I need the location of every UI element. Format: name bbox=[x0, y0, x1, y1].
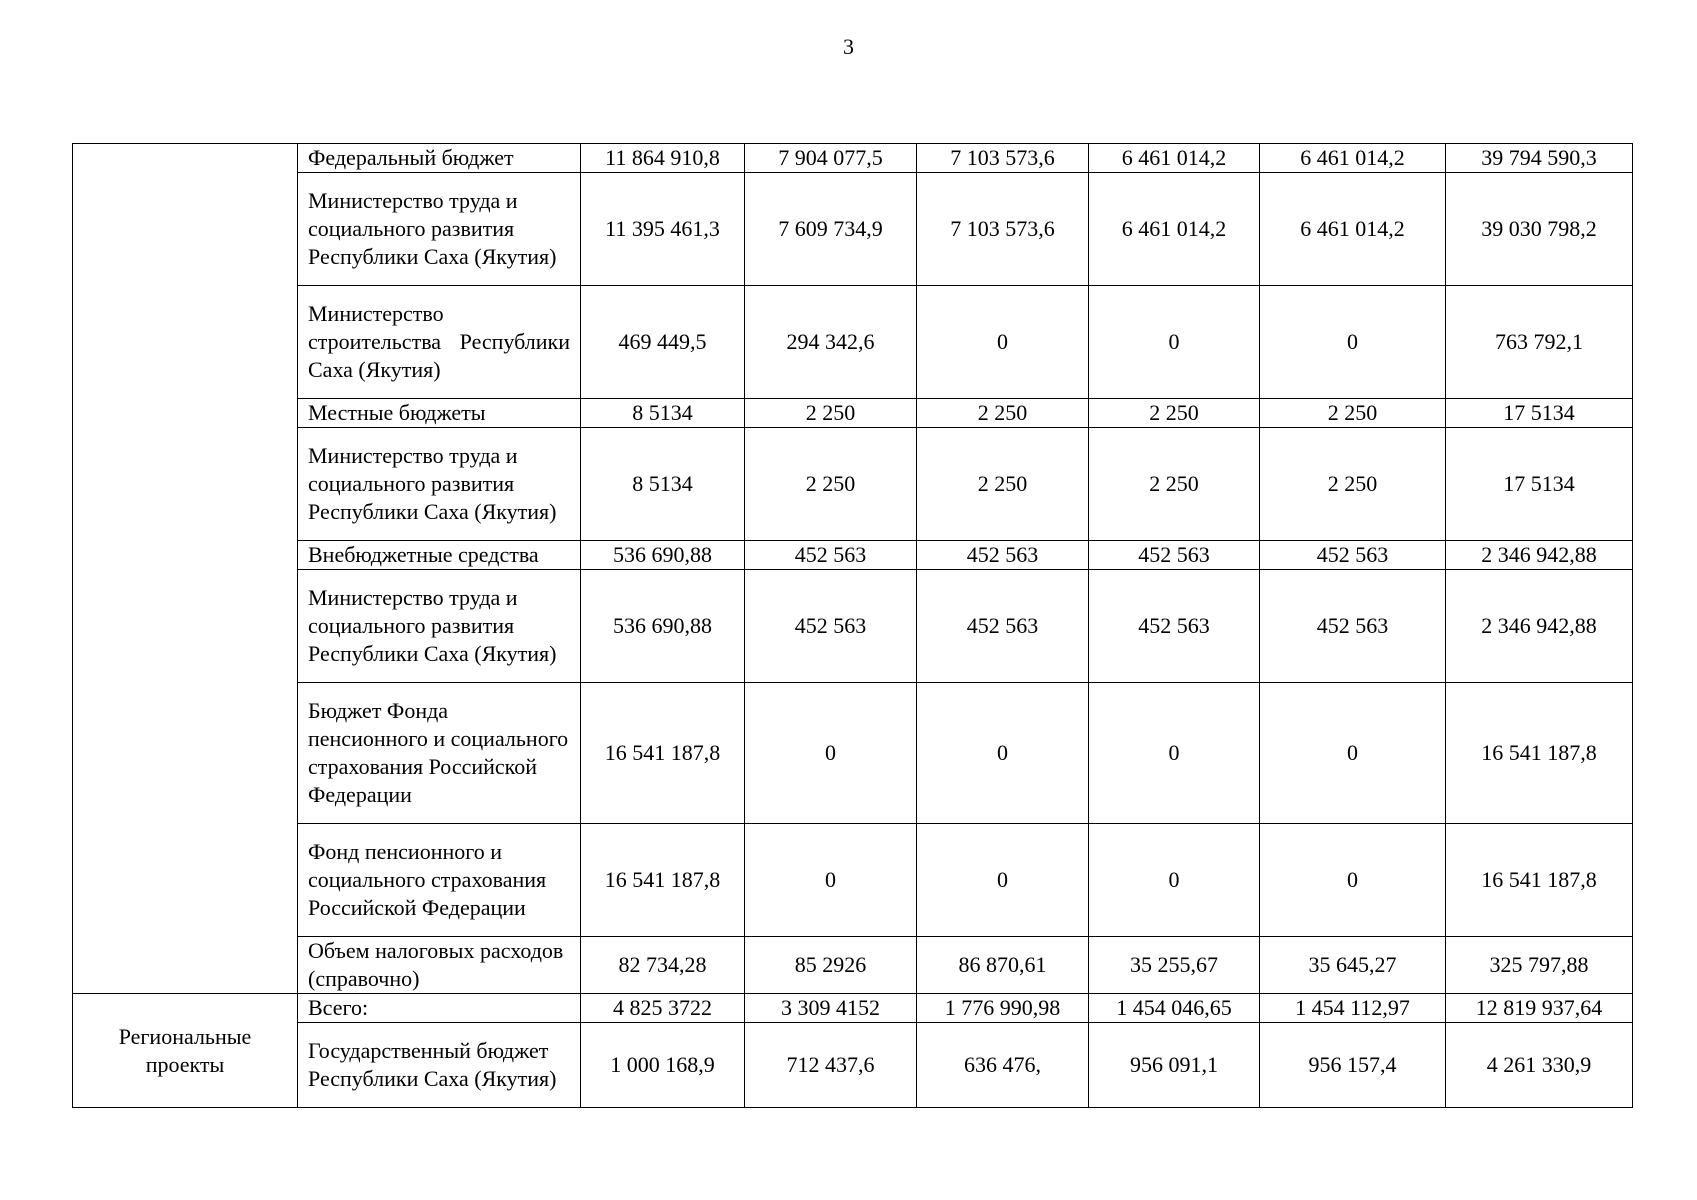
table-row bbox=[73, 428, 1633, 541]
row-label: Министерство строительства Республики Саха (Якутия) bbox=[298, 286, 581, 399]
value-cell: 7 103 573,6 bbox=[917, 173, 1089, 286]
value-cell: 0 bbox=[917, 824, 1089, 937]
value-cell: 16 541 187,8 bbox=[1446, 683, 1633, 824]
value-cell: 0 bbox=[1260, 824, 1446, 937]
row-label: Внебюджетные средства bbox=[298, 541, 581, 570]
table-row bbox=[73, 286, 1633, 399]
value-cell: 17 5134 bbox=[1446, 428, 1633, 541]
value-cell: 452 563 bbox=[917, 541, 1089, 570]
value-cell: 2 250 bbox=[1260, 399, 1446, 428]
value-cell: 6 461 014,2 bbox=[1089, 173, 1260, 286]
value-cell: 1 776 990,98 bbox=[917, 994, 1089, 1023]
value-cell: 2 250 bbox=[1089, 428, 1260, 541]
table-row bbox=[73, 937, 1633, 994]
value-cell: 7 103 573,6 bbox=[917, 144, 1089, 173]
value-cell: 8 5134 bbox=[581, 428, 745, 541]
value-cell: 6 461 014,2 bbox=[1260, 144, 1446, 173]
value-cell: 17 5134 bbox=[1446, 399, 1633, 428]
value-cell: 2 250 bbox=[1089, 399, 1260, 428]
value-cell: 0 bbox=[1089, 683, 1260, 824]
value-cell: 536 690,88 bbox=[581, 541, 745, 570]
value-cell: 16 541 187,8 bbox=[581, 683, 745, 824]
value-cell: 8 5134 bbox=[581, 399, 745, 428]
value-cell: 11 395 461,3 bbox=[581, 173, 745, 286]
value-cell: 4 825 3722 bbox=[581, 994, 745, 1023]
value-cell: 636 476, bbox=[917, 1023, 1089, 1108]
value-cell: 2 250 bbox=[1260, 428, 1446, 541]
value-cell: 6 461 014,2 bbox=[1260, 173, 1446, 286]
value-cell: 85 2926 bbox=[745, 937, 917, 994]
value-cell: 536 690,88 bbox=[581, 570, 745, 683]
value-cell: 6 461 014,2 bbox=[1089, 144, 1260, 173]
value-cell: 7 609 734,9 bbox=[745, 173, 917, 286]
value-cell: 2 346 942,88 bbox=[1446, 541, 1633, 570]
value-cell: 712 437,6 bbox=[745, 1023, 917, 1108]
value-cell: 1 000 168,9 bbox=[581, 1023, 745, 1108]
table-row bbox=[73, 994, 1633, 1023]
value-cell: 2 250 bbox=[745, 428, 917, 541]
value-cell: 452 563 bbox=[745, 570, 917, 683]
value-cell: 2 346 942,88 bbox=[1446, 570, 1633, 683]
value-cell: 325 797,88 bbox=[1446, 937, 1633, 994]
value-cell: 452 563 bbox=[1089, 570, 1260, 683]
value-cell: 2 250 bbox=[745, 399, 917, 428]
value-cell: 0 bbox=[1089, 824, 1260, 937]
value-cell: 0 bbox=[1260, 286, 1446, 399]
value-cell: 11 864 910,8 bbox=[581, 144, 745, 173]
row-label: Объем налоговых расходов (справочно) bbox=[298, 937, 581, 994]
value-cell: 86 870,61 bbox=[917, 937, 1089, 994]
value-cell: 452 563 bbox=[745, 541, 917, 570]
value-cell: 82 734,28 bbox=[581, 937, 745, 994]
table-row bbox=[73, 824, 1633, 937]
table-row bbox=[73, 399, 1633, 428]
value-cell: 3 309 4152 bbox=[745, 994, 917, 1023]
value-cell: 0 bbox=[1260, 683, 1446, 824]
row-label: Министерство труда и социального развития Республики Саха (Якутия) bbox=[298, 173, 581, 286]
value-cell: 294 342,6 bbox=[745, 286, 917, 399]
row-label: Государственный бюджет Республики Саха (Якутия) bbox=[298, 1023, 581, 1108]
row-label: Федеральный бюджет bbox=[298, 144, 581, 173]
group-cell-blank bbox=[73, 144, 298, 994]
table-row bbox=[73, 144, 1633, 173]
value-cell: 0 bbox=[917, 286, 1089, 399]
value-cell: 2 250 bbox=[917, 399, 1089, 428]
value-cell: 0 bbox=[745, 824, 917, 937]
value-cell: 4 261 330,9 bbox=[1446, 1023, 1633, 1108]
budget-table bbox=[72, 143, 1633, 1108]
value-cell: 2 250 bbox=[917, 428, 1089, 541]
value-cell: 452 563 bbox=[1260, 541, 1446, 570]
value-cell: 452 563 bbox=[1089, 541, 1260, 570]
value-cell: 12 819 937,64 bbox=[1446, 994, 1633, 1023]
value-cell: 16 541 187,8 bbox=[1446, 824, 1633, 937]
value-cell: 469 449,5 bbox=[581, 286, 745, 399]
value-cell: 452 563 bbox=[1260, 570, 1446, 683]
row-label: Местные бюджеты bbox=[298, 399, 581, 428]
group-cell-regional-projects: Региональные проекты bbox=[73, 994, 298, 1108]
table-row bbox=[73, 173, 1633, 286]
row-label: Фонд пенсионного и социального страхования Российской Федерации bbox=[298, 824, 581, 937]
value-cell: 0 bbox=[745, 683, 917, 824]
row-label: Бюджет Фонда пенсионного и социального страхования Российской Федерации bbox=[298, 683, 581, 824]
value-cell: 763 792,1 bbox=[1446, 286, 1633, 399]
row-label: Министерство труда и социального развития Республики Саха (Якутия) bbox=[298, 570, 581, 683]
value-cell: 16 541 187,8 bbox=[581, 824, 745, 937]
value-cell: 956 091,1 bbox=[1089, 1023, 1260, 1108]
table-row bbox=[73, 541, 1633, 570]
value-cell: 956 157,4 bbox=[1260, 1023, 1446, 1108]
table-row bbox=[73, 570, 1633, 683]
value-cell: 1 454 112,97 bbox=[1260, 994, 1446, 1023]
value-cell: 0 bbox=[917, 683, 1089, 824]
value-cell: 452 563 bbox=[917, 570, 1089, 683]
row-label: Министерство труда и социального развития Республики Саха (Якутия) bbox=[298, 428, 581, 541]
value-cell: 39 794 590,3 bbox=[1446, 144, 1633, 173]
table-row bbox=[73, 1023, 1633, 1108]
row-label: Всего: bbox=[298, 994, 581, 1023]
value-cell: 35 645,27 bbox=[1260, 937, 1446, 994]
value-cell: 1 454 046,65 bbox=[1089, 994, 1260, 1023]
value-cell: 0 bbox=[1089, 286, 1260, 399]
table-row bbox=[73, 683, 1633, 824]
value-cell: 39 030 798,2 bbox=[1446, 173, 1633, 286]
value-cell: 7 904 077,5 bbox=[745, 144, 917, 173]
page-number: 3 bbox=[843, 34, 854, 59]
value-cell: 35 255,67 bbox=[1089, 937, 1260, 994]
